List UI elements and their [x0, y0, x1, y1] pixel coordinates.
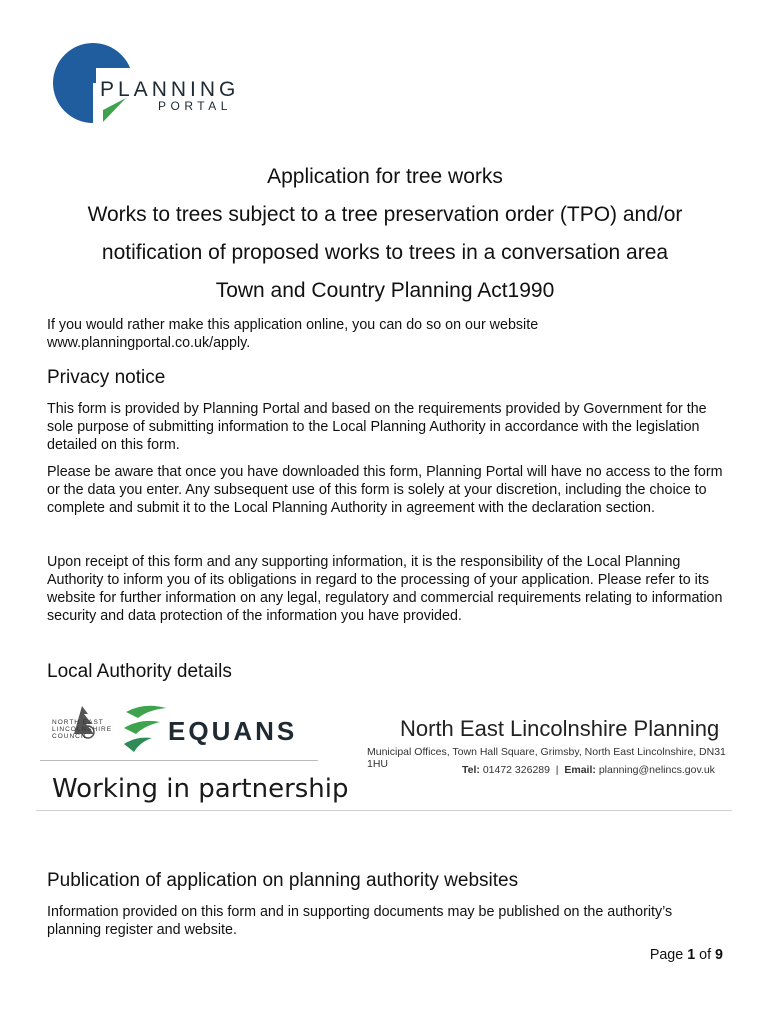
planning-portal-logo: [48, 38, 248, 128]
form-subtitle-line-2: notification of proposed works to trees in a conversation area: [101, 241, 669, 264]
nelp-address: Municipal Offices, Town Hall Square, Grimsby, North East Lincolnshire, DN31 1HU: [367, 746, 726, 770]
page-of-word: of: [699, 947, 712, 963]
page-total: 9: [715, 947, 723, 963]
email-label: Email:: [564, 764, 596, 776]
privacy-paragraph-3: Upon receipt of this form and any supporting information, it is the responsibility of the Local Planning Authority to inform you of its obligations in regard to the processing of your application. Please refer to its website for further information on any legal, regulatory and commercial requirements relating to information security and data protection of the information you have provided.: [47, 554, 723, 624]
local-authority-banner: [38, 700, 732, 815]
page-word: Page: [649, 947, 684, 963]
form-title: Application for tree works: [267, 165, 503, 188]
privacy-paragraph-1: This form is provided by Planning Portal and based on the requirements provided by Government for the sole purpose of submitting information to the Local Planning Authority in accordance with the legislation detailed on this form.: [47, 401, 707, 453]
equans-logo-mark-icon: [120, 702, 168, 758]
local-authority-heading: Local Authority details: [47, 661, 232, 682]
publication-text: Information provided on this form and in supporting documents may be published on the authority’s planning register and website.: [47, 904, 673, 938]
partnership-divider: [40, 760, 318, 761]
nelp-contact: [462, 764, 715, 776]
nelc-logo-text: NORTH EAST LINCOLNSHIRE COUNCIL: [52, 719, 113, 740]
publication-heading: Publication of application on planning authority websites: [47, 870, 519, 891]
form-subtitle-line-1: Works to trees subject to a tree preservation order (TPO) and/or: [87, 203, 683, 226]
privacy-paragraph-2: Please be aware that once you have downloaded this form, Planning Portal will have no access to the form or the data you enter. Any subsequent use of this form is solely at your discretion, including the choice to complete and submit it to the Local Planning Authority in agreement with the declaration section.: [47, 464, 723, 516]
email-address: planning@nelincs.gov.uk: [598, 764, 715, 776]
online-application-note: If you would rather make this application online, you can do so on our website www.planningportal.co.uk/apply.: [47, 317, 539, 351]
nelp-title: North East Lincolnshire Planning: [400, 716, 720, 741]
form-act-title: Town and Country Planning Act1990: [215, 279, 555, 302]
tel-label: Tel:: [462, 764, 480, 776]
privacy-heading: Privacy notice: [47, 367, 166, 388]
tel-number: 01472 326289: [482, 764, 550, 776]
page-current: 1: [687, 947, 696, 963]
equans-logo-text: EQUANS: [168, 716, 298, 746]
logo-text-portal: PORTAL: [158, 99, 232, 113]
banner-divider: [36, 810, 732, 811]
contact-separator: |: [552, 764, 562, 776]
page-number: [650, 947, 723, 963]
logo-text-planning: PLANNING: [100, 78, 240, 101]
partnership-text: Working in partnership: [52, 774, 349, 804]
